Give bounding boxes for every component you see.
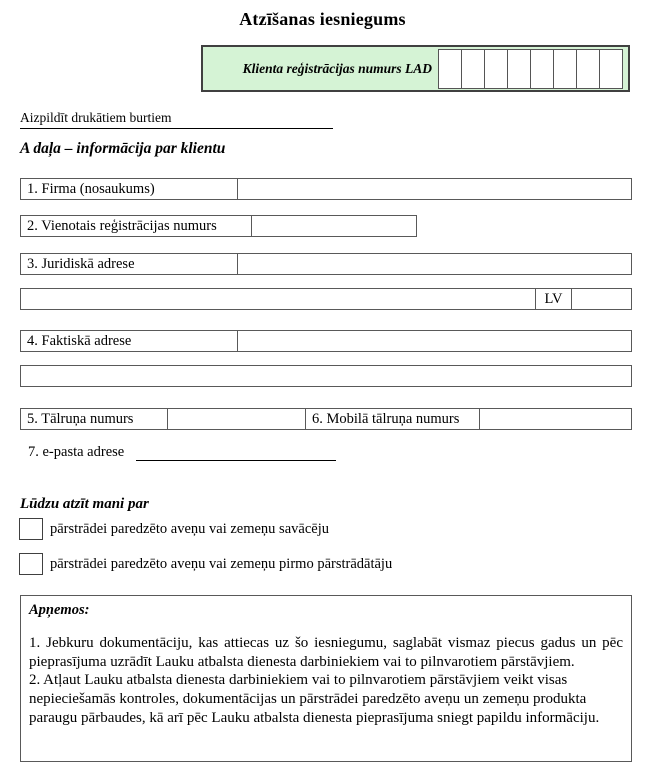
reg-number-cell[interactable] xyxy=(576,49,600,89)
checkbox-parstradatajs-label: pārstrādei paredzēto aveņu vai zemeņu pirmo pārstrādātāju xyxy=(50,556,393,572)
reg-number-cell[interactable] xyxy=(553,49,577,89)
mob-talrunis-label: 6. Mobilā tālruņa numurs xyxy=(306,409,480,429)
client-registration-label: Klienta reģistrācijas numurs LAD xyxy=(242,60,432,76)
regnum-label: 2. Vienotais reģistrācijas numurs xyxy=(21,216,252,236)
field-row-firma xyxy=(20,178,632,200)
field-row-regnum xyxy=(20,215,417,237)
commitments-heading: Apņemos: xyxy=(29,602,90,618)
commitment-item-2: 2. Atļaut Lauku atbalsta dienesta darbiniekiem vai to pilnvarotiem pārstāvjiem veikt visas nepieciešamās kontroles, dokumentācijas un pārstrādei paredzēto aveņu un zemeņu produkta paraugu pārbaudes, kā arī pēc Lauku atbalsta dienesta pieprasījuma sniegt papildu informāciju. xyxy=(29,672,600,726)
fill-instruction: Aizpildīt drukātiem burtiem xyxy=(20,110,333,129)
faktiska-adrese-input-2[interactable] xyxy=(21,366,631,386)
reg-number-cell[interactable] xyxy=(530,49,554,89)
page-title: Atzīšanas iesniegums xyxy=(239,9,406,29)
section-a-heading: A daļa – informācija par klientu xyxy=(20,140,226,157)
juridiska-adrese-input-2[interactable] xyxy=(21,289,536,309)
commitments-box xyxy=(20,595,632,762)
talrunis-label: 5. Tālruņa numurs xyxy=(21,409,168,429)
commitment-item-1: 1. Jebkuru dokumentāciju, kas attiecas uz šo iesniegumu, saglabāt vismaz piecus gadus un pēc pieprasījuma uzrādīt Lauku atbalsta dienesta darbiniekiem vai to pilnvarotiem pārstāvjiem. xyxy=(29,635,623,670)
recognition-heading: Lūdzu atzīt mani par xyxy=(20,496,149,512)
faktiska-adrese-input[interactable] xyxy=(238,331,631,351)
field-row-phones xyxy=(20,408,632,430)
postal-prefix-label: LV xyxy=(536,289,572,309)
reg-number-cell[interactable] xyxy=(599,49,623,89)
firma-input[interactable] xyxy=(238,179,631,199)
reg-number-cell[interactable] xyxy=(484,49,508,89)
field-row-faktiska-adrese xyxy=(20,330,632,352)
talrunis-input[interactable] xyxy=(168,409,306,429)
reg-number-cell[interactable] xyxy=(438,49,462,89)
checkbox-savacejs[interactable] xyxy=(19,518,43,540)
mob-talrunis-input[interactable] xyxy=(480,409,631,429)
field-row-epasts xyxy=(28,444,336,461)
reg-number-cell[interactable] xyxy=(507,49,531,89)
juridiska-adrese-input[interactable] xyxy=(238,254,631,274)
checkbox-savacejs-label: pārstrādei paredzēto aveņu vai zemeņu savācēju xyxy=(50,521,329,537)
epasts-label: 7. e-pasta adrese xyxy=(28,444,125,460)
firma-label: 1. Firma (nosaukums) xyxy=(21,179,238,199)
client-registration-cells xyxy=(438,49,623,89)
reg-number-cell[interactable] xyxy=(461,49,485,89)
field-row-postal xyxy=(20,288,632,310)
client-registration-box xyxy=(201,45,630,92)
regnum-input[interactable] xyxy=(252,216,416,236)
field-row-faktiska-adrese-extra xyxy=(20,365,632,387)
field-row-juridiska-adrese xyxy=(20,253,632,275)
postal-code-input[interactable] xyxy=(572,289,631,309)
juridiska-adrese-label: 3. Juridiskā adrese xyxy=(21,254,238,274)
checkbox-parstradatajs[interactable] xyxy=(19,553,43,575)
epasts-input[interactable] xyxy=(136,444,336,461)
faktiska-adrese-label: 4. Faktiskā adrese xyxy=(21,331,238,351)
